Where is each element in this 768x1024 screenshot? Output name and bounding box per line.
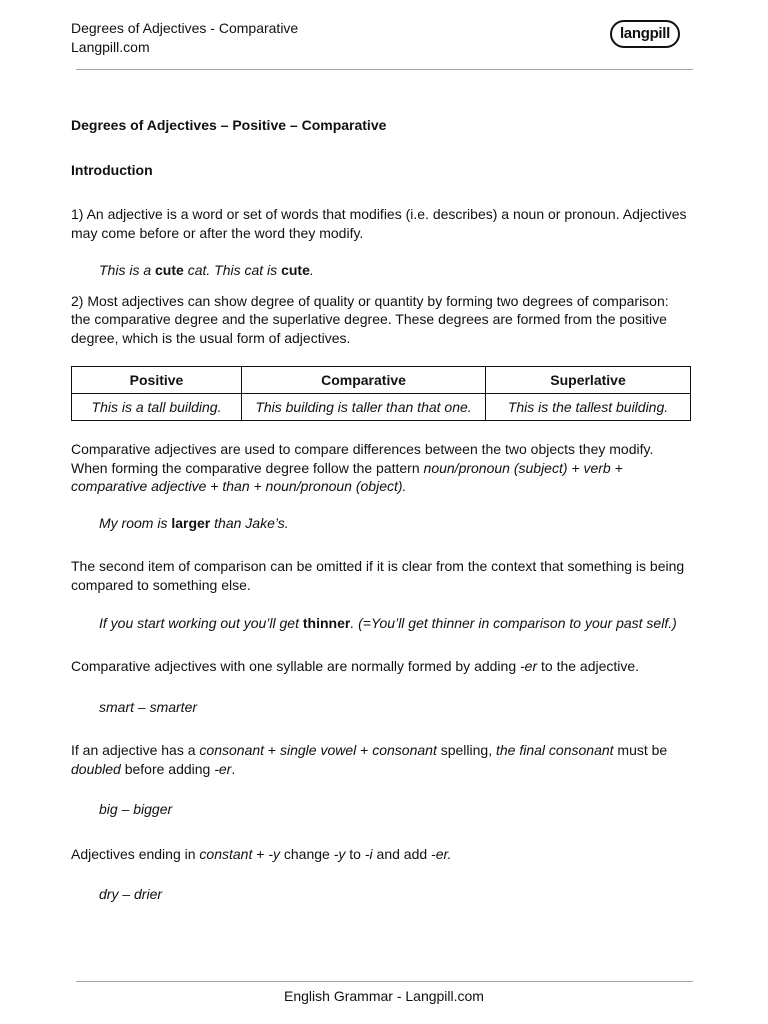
example-1: This is a cute cat. This cat is cute. xyxy=(99,262,314,278)
document-title: Degrees of Adjectives – Positive – Comparative xyxy=(71,117,387,133)
degrees-table xyxy=(71,366,691,421)
example-5: big – bigger xyxy=(99,801,173,817)
paragraph-7: Adjectives ending in constant + -y change -y to -i and add -er. xyxy=(71,845,452,862)
paragraph-4: The second item of comparison can be omitted if it is clear from the context that something is being compared to something else. xyxy=(71,558,685,593)
header-site: Langpill.com xyxy=(71,39,150,55)
table-cell: This building is taller than that one. xyxy=(242,394,486,421)
paragraph-2: 2) Most adjectives can show degree of quality or quantity by forming two degrees of comparison: the comparative degree and the superlative degree. These degrees are formed from the positive degree, which is the usual form of adjectives. xyxy=(71,292,669,346)
example-3: If you start working out you’ll get thinner. (=You’ll get thinner in comparison to your past self.) xyxy=(99,615,677,631)
paragraph-3: Comparative adjectives are used to compare differences between the two objects they modify. When forming the comparative degree follow the pattern noun/pronoun (subject) + verb + comparative adjective + than + noun/pronoun (object). xyxy=(71,441,654,494)
table-cell: This is a tall building. xyxy=(72,394,242,421)
document-body xyxy=(71,116,691,904)
table-header-positive: Positive xyxy=(72,367,242,394)
header-title: Degrees of Adjectives - Comparative xyxy=(71,20,299,36)
footer-divider xyxy=(76,981,693,982)
table-cell: This is the tallest building. xyxy=(486,394,691,421)
example-4: smart – smarter xyxy=(99,698,198,715)
paragraph-1: 1) An adjective is a word or set of words that modifies (i.e. describes) a noun or pronoun. Adjectives may come before or after the word they modify. xyxy=(71,206,687,241)
paragraph-5: Comparative adjectives with one syllable are normally formed by adding -er to the adjective. xyxy=(71,658,640,674)
footer-text: English Grammar - Langpill.com xyxy=(284,988,484,1004)
example-6: dry – drier xyxy=(99,886,163,902)
header-divider xyxy=(76,69,693,70)
intro-heading: Introduction xyxy=(71,161,153,178)
langpill-logo: langpill xyxy=(610,20,680,48)
table-header-superlative: Superlative xyxy=(486,367,691,394)
table-header-comparative: Comparative xyxy=(242,367,486,394)
paragraph-6: If an adjective has a consonant + single vowel + consonant spelling, the final consonant must be doubled before adding -er. xyxy=(71,742,668,777)
example-2: My room is larger than Jake’s. xyxy=(99,514,289,531)
